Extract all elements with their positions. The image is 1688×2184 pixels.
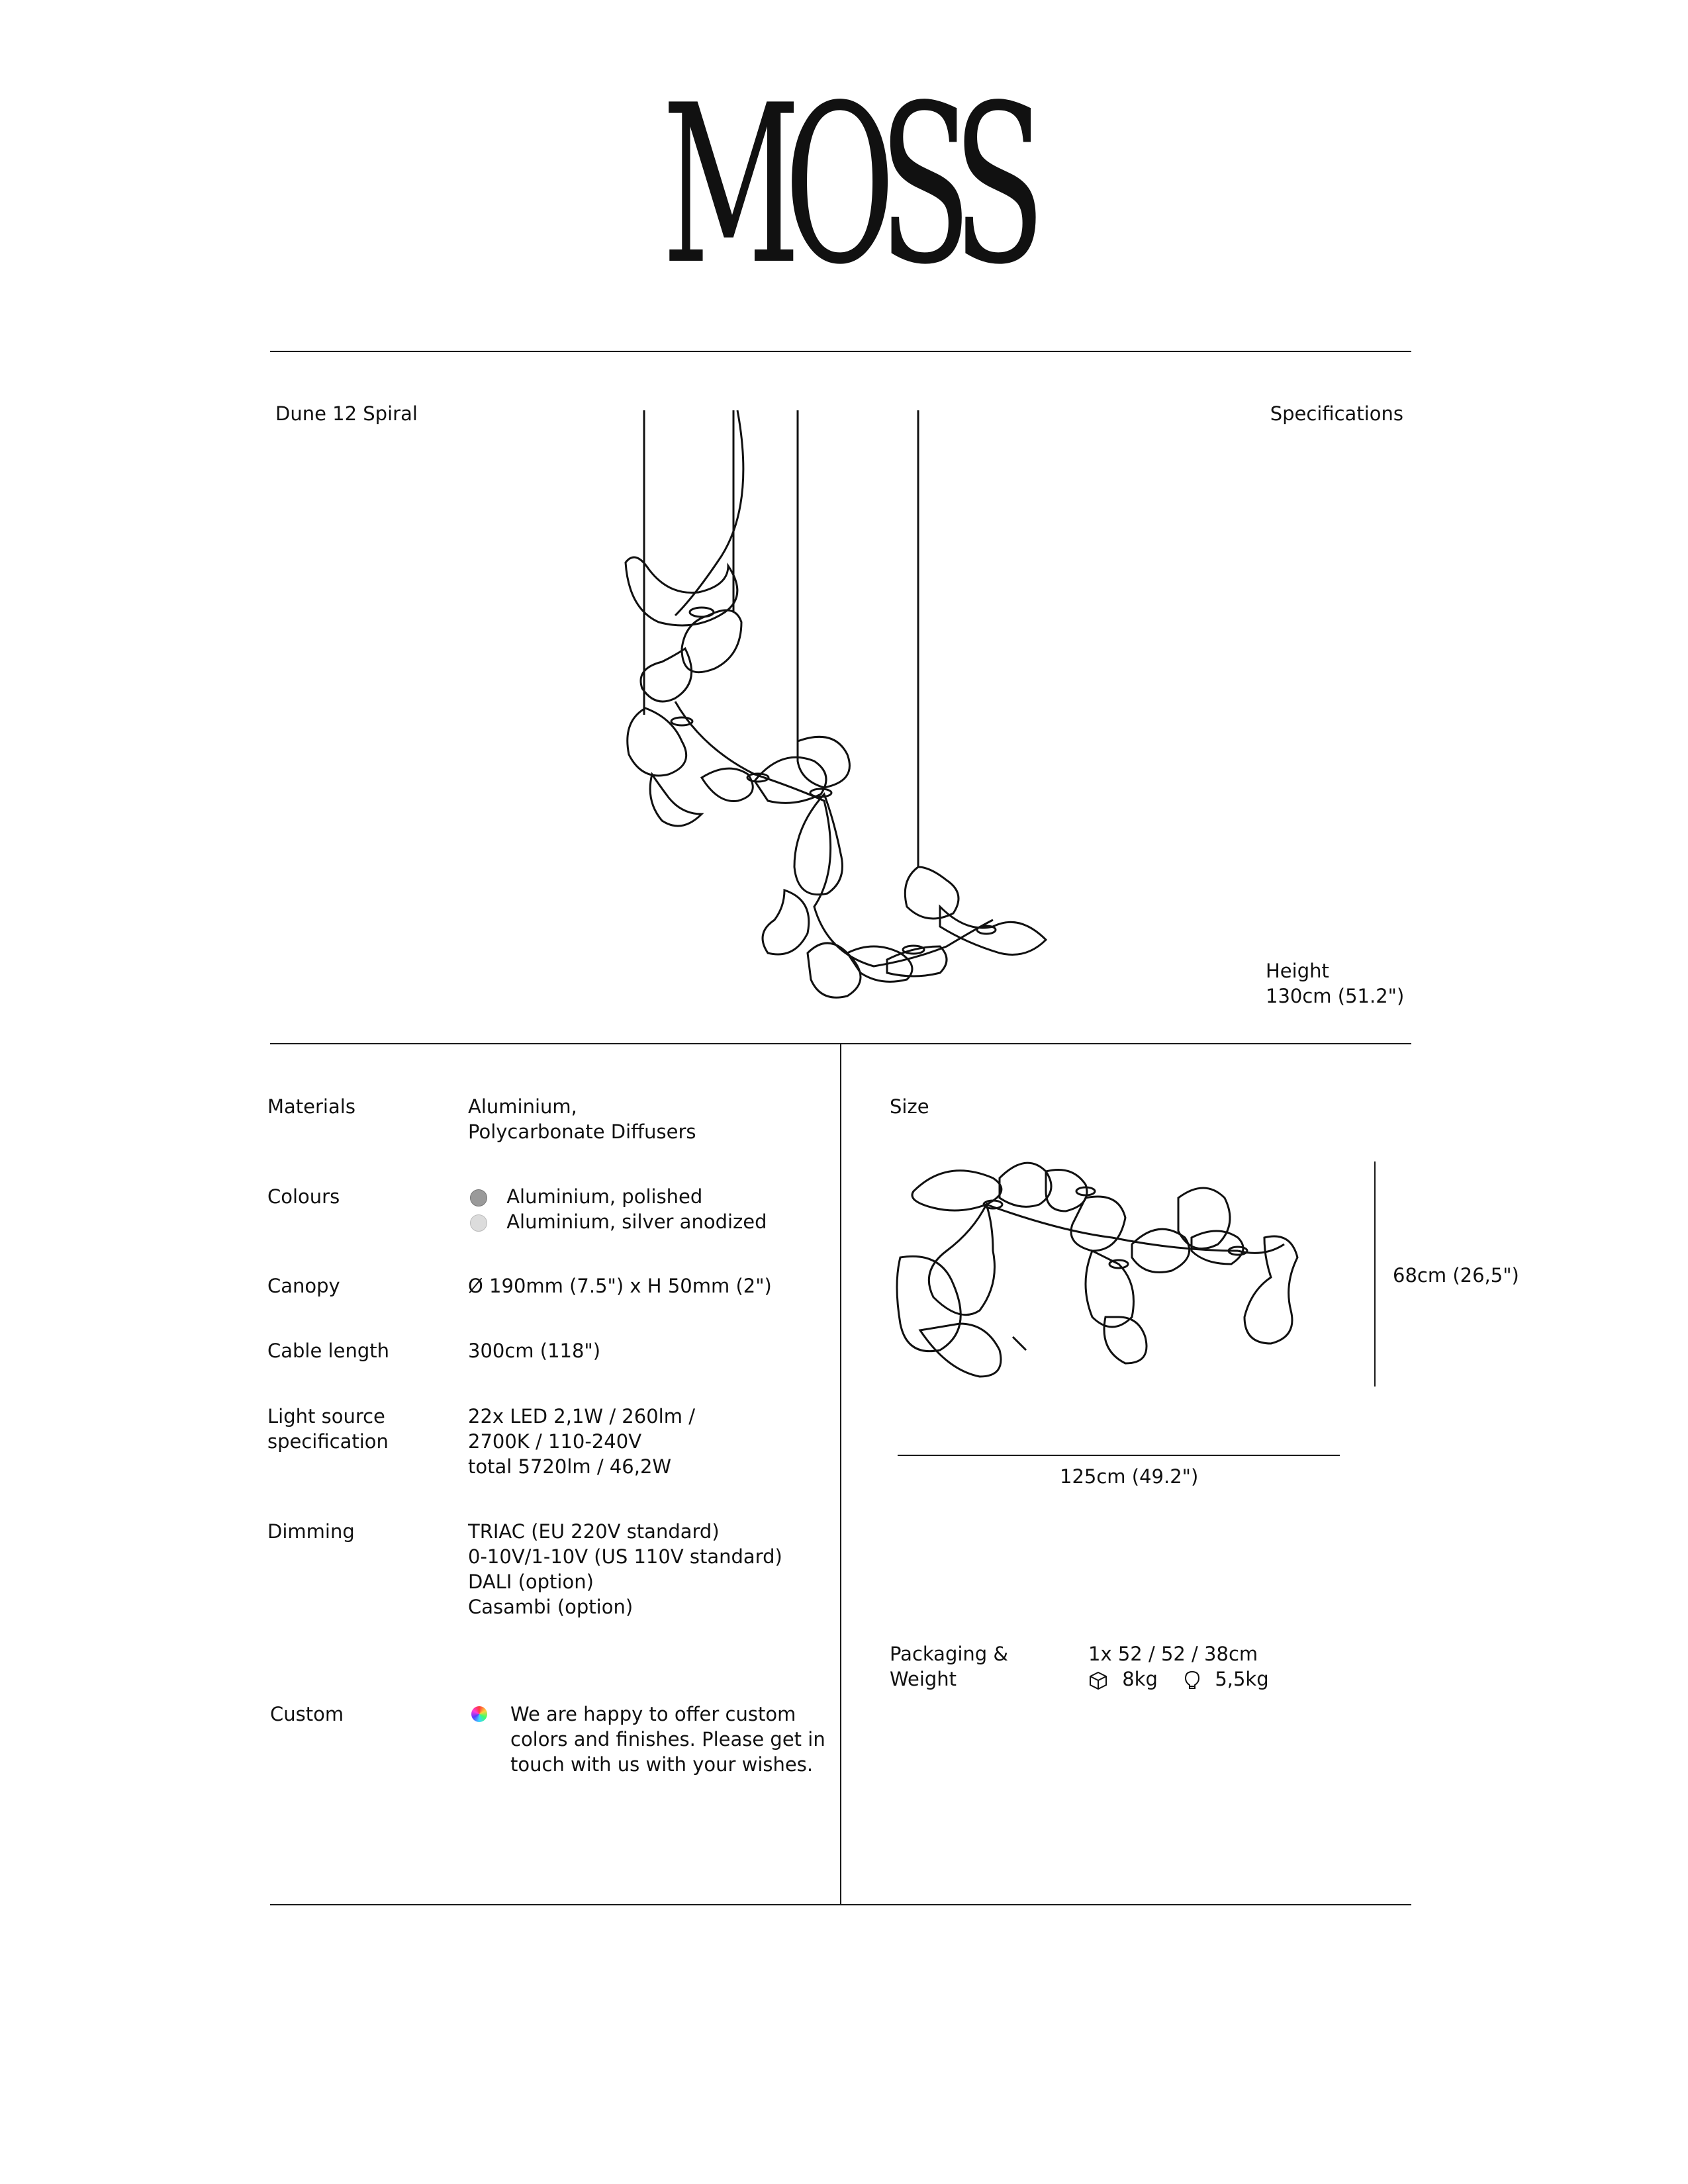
custom-line: touch with us with your wishes.	[510, 1753, 814, 1776]
dimming-label: Dimming	[267, 1520, 355, 1543]
column-divider	[840, 1043, 841, 1905]
anodized-swatch-icon	[470, 1214, 487, 1232]
hero-height-label: Height	[1266, 960, 1329, 982]
colour-option-name: Aluminium, silver anodized	[506, 1210, 767, 1233]
dimming-line: DALI (option)	[468, 1570, 594, 1593]
top-rule	[270, 351, 1411, 352]
canopy-label: Canopy	[267, 1275, 340, 1297]
pendant-lamp-illustration	[596, 404, 1072, 1013]
section-label: Specifications	[1270, 402, 1403, 425]
light-source-label	[267, 1404, 389, 1454]
dimming-line: TRIAC (EU 220V standard)	[468, 1520, 720, 1543]
light-source-label-line: Light source	[267, 1405, 385, 1428]
hero-height-value: 130cm (51.2")	[1266, 985, 1405, 1007]
dimming-line: Casambi (option)	[468, 1596, 633, 1618]
colour-option-name: Aluminium, polished	[506, 1185, 703, 1208]
colours-label: Colours	[267, 1185, 340, 1208]
canopy-value: Ø 190mm (7.5") x H 50mm (2")	[468, 1275, 772, 1297]
cable-length-value: 300cm (118")	[468, 1340, 601, 1362]
custom-line: We are happy to offer custom	[510, 1703, 796, 1725]
dimming-line: 0-10V/1-10V (US 110V standard)	[468, 1545, 782, 1568]
packaging-box: 1x 52 / 52 / 38cm	[1088, 1643, 1258, 1665]
custom-value	[510, 1702, 825, 1777]
light-source-line: total 5720lm / 46,2W	[468, 1455, 672, 1478]
packaging-weights	[1088, 1666, 1269, 1692]
light-source-line: 22x LED 2,1W / 260lm /	[468, 1405, 695, 1428]
packaging-label	[890, 1641, 1008, 1692]
size-diagram	[894, 1152, 1344, 1403]
materials-label: Materials	[267, 1095, 355, 1118]
color-wheel-icon	[471, 1706, 487, 1722]
light-source-label-line: specification	[267, 1430, 389, 1453]
brand-logo: MOSS	[662, 58, 1029, 312]
dimming-value	[468, 1519, 782, 1619]
lamp-weight: 5,5kg	[1215, 1668, 1269, 1690]
size-height-dim-line	[1374, 1161, 1376, 1387]
packaging-label-line: Packaging &	[890, 1643, 1009, 1665]
materials-value	[468, 1094, 696, 1144]
light-source-value	[468, 1404, 695, 1479]
size-label: Size	[890, 1095, 929, 1118]
custom-line: colors and finishes. Please get in	[510, 1728, 825, 1751]
size-width-dim: 125cm (49.2")	[1060, 1465, 1199, 1488]
box-icon	[1088, 1670, 1108, 1690]
custom-label: Custom	[270, 1703, 344, 1725]
size-width-dim-line	[898, 1455, 1340, 1456]
box-weight: 8kg	[1122, 1668, 1158, 1690]
light-source-line: 2700K / 110-240V	[468, 1430, 642, 1453]
colour-option	[470, 1209, 767, 1234]
polished-swatch-icon	[470, 1189, 487, 1206]
bottom-rule	[270, 1904, 1411, 1905]
lightbulb-icon	[1184, 1670, 1201, 1691]
product-name: Dune 12 Spiral	[275, 402, 418, 425]
materials-line: Aluminium,	[468, 1095, 577, 1118]
size-height-dim: 68cm (26,5")	[1393, 1264, 1519, 1287]
materials-line: Polycarbonate Diffusers	[468, 1120, 696, 1143]
colour-option	[470, 1184, 702, 1209]
packaging-label-line: Weight	[890, 1668, 957, 1690]
cable-length-label: Cable length	[267, 1340, 389, 1362]
